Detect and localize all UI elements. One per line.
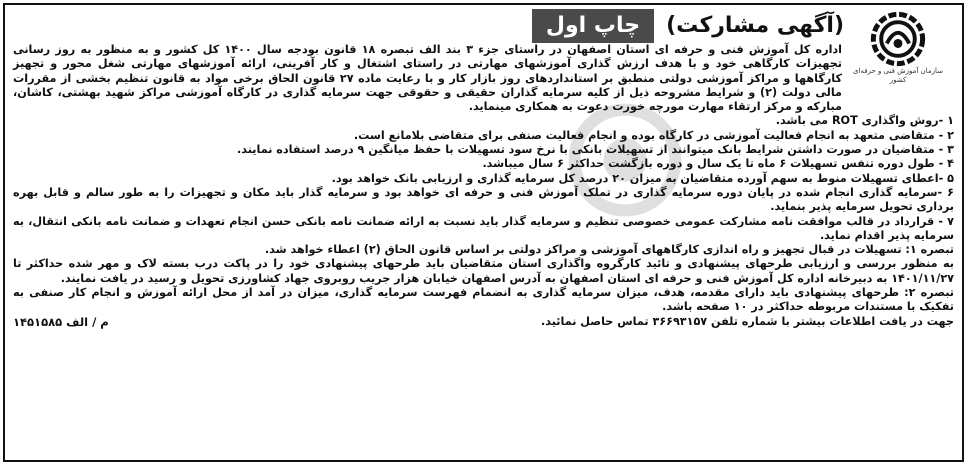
ad-body [13,43,954,456]
ad-title: (آگهی مشارکت) [666,13,844,38]
contact-line: جهت در یافت اطلاعات بیشتر با شماره تلفن ۳۶۶۹۳۱۵۷ تماس حاصل نمائید. [541,314,954,328]
condition-item-1: ۱ -روش واگذاری ROT می باشد. [775,114,954,128]
footer-row [13,315,954,329]
condition-item-4: ۴ - طول دوره تنفس تسهیلات ۶ ماه تا یک سال و دوره بازگشت حداکثر ۶ سال میباشد. [482,157,954,171]
logo-caption: سازمان آموزش فنی و حرفه‌ای کشور [853,67,943,84]
condition-item-3: ۳ - متقاضیان در صورت داشتن شرایط بانک میتوانند از تسهیلات بانکی با نرخ سود تسهیلات با حفظ میانگین ۹ درصد استفاده نمایند. [237,143,954,157]
condition-item-6: ۶ -سرمایه گذاری انجام شده در پایان دوره سرمایه گذاری در تملک آموزش فنی و حرفه ای خواهد بود و سرمایه گذار باید مکان و تجهیزات را به طور سالم و قابل بهره برداری تحویل سرمایه پذیر بنماید. [13,185,954,214]
condition-item-5: ۵ -اعطای تسهیلات منوط به سهم آورده متقاضیان به میزان ۲۰ درصد کل سرمایه گذاری و ارزیابی بانک خواهد بود. [331,171,954,185]
condition-item-7: ۷ - قرارداد در قالب موافقت نامه مشارکت عمومی خصوصی تنظیم و سرمایه گذار باید نسبت به ارائه ضمانت نامه بانکی حسن انجام تعهدات و ضمانت نامه بانکی انتقال، به سرمایه پذیر اقدام نماید. [13,214,954,242]
reference-code: م / الف ۱۴۵۱۵۸۵ [13,314,109,329]
ad-header [532,9,844,43]
print-edition-badge: چاپ اول [532,9,654,43]
note-2: تبصره ۲: طرحهای پیشنهادی باید دارای مقدمه، هدف، میزان سرمایه گذاری به انضمام فهرست سرمایه گذاری، میزان در آمد از محل ارائه آموزش و انجام کار صنفی به تفکیک با مستندات مربوطه حداکثر در ۱۰ صفحه باشد. [13,286,954,314]
intro-paragraph: اداره کل آموزش فنی و حرفه ای استان اصفهان در راستای جزء ۳ بند الف تبصره ۱۸ قانون بودجه سال ۱۴۰۰ کل کشور و به منظور به روز رسانی تجهیزات کارگاهی خود و با هدف ارزش گذاری آموزشهای مهارتی در راستای اشتغال و کار آفرینی، ارائه آموزشهای مهارتی شغل محور و تجهیز کارگاهها و مراکز آموزشی دولتی منطبق بر استانداردهای روز بازار کار و با رعایت ماده ۲۷ قانون الحاق برخی مواد به قانون تنظیم بخشی از مقررات مالی دولت (۲) و شرایط مشروحه ذیل از کلیه سرمایه گذاران حقیقی و حقوقی جهت سرمایه گذاری در کارگاه آموزشی مراکز شهید بهشتی، کاشان، مبارکه و مرکز ارتقاء مهارت مورچه خورت دعوت به همکاری مینماید. [13,43,843,114]
submission-paragraph: به منظور بررسی و ارزیابی طرحهای پیشنهادی و تائید کارگروه واگذاری استان متقاضیان باید طرحهای پیشنهادی خود را در پاکت درب بسته لاک و مهر شده حداکثر تا ۱۴۰۱/۱۱/۲۷ به دبیرخانه اداره کل آموزش فنی و حرفه ای استان اصفهان به آدرس اصفهان خیابان هزار جریب روبروی جهاد کشاورزی تحویل و رسید در یافت نمایند. [13,257,954,285]
note-1: تبصره ۱: تسهیلات در قبال تجهیز و راه اندازی کارگاههای آموزشی و مراکز دولتی بر اساس قانون الحاق (۲) اعطاء خواهد شد. [264,243,954,257]
condition-item-2: ۲ - متقاضی متعهد به انجام فعالیت آموزشی در کارگاه بوده و انجام فعالیت صنفی برای متقاضی بلامانع است. [353,128,954,142]
ad-frame [3,3,964,462]
